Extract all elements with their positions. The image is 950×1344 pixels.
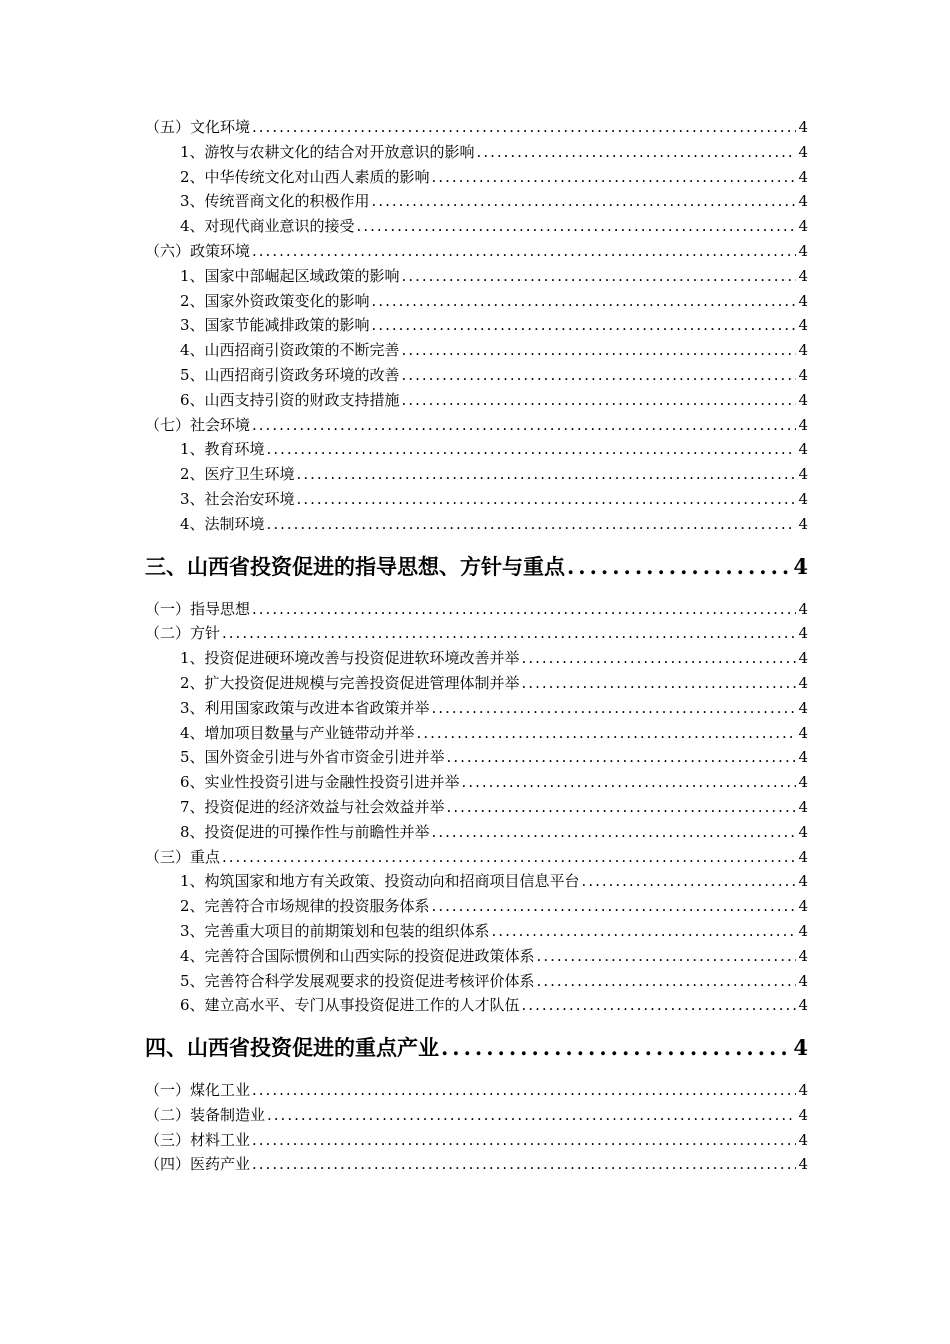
toc-entry[interactable] <box>145 820 808 845</box>
toc-leader-dots <box>447 745 797 770</box>
toc-page-number: 4 <box>798 971 808 990</box>
toc-entry-label: （一）煤化工业 <box>145 1081 251 1100</box>
toc-page-number: 4 <box>798 142 808 161</box>
toc-page-number: 4 <box>798 921 808 940</box>
toc-leader-dots <box>267 1103 796 1128</box>
toc-entry[interactable] <box>145 894 808 919</box>
toc-page-number: 4 <box>798 489 808 508</box>
toc-page-number: 4 <box>798 1130 808 1149</box>
toc-entry-label: 5、完善符合科学发展观要求的投资促进考核评价体系 <box>180 971 535 990</box>
toc-entry[interactable] <box>145 437 808 462</box>
toc-leader-dots <box>462 770 797 795</box>
table-of-contents <box>145 115 808 1177</box>
toc-page-number: 4 <box>798 797 808 816</box>
toc-page-number: 4 <box>798 192 808 211</box>
toc-entry[interactable] <box>145 239 808 264</box>
toc-entry[interactable] <box>145 313 808 338</box>
toc-leader-dots <box>297 487 797 512</box>
toc-entry[interactable] <box>145 597 808 622</box>
toc-page-number: 4 <box>798 316 808 335</box>
toc-leader-dots <box>432 894 797 919</box>
toc-entry[interactable] <box>145 264 808 289</box>
toc-entry-label: （三）材料工业 <box>145 1130 251 1149</box>
toc-entry[interactable] <box>145 512 808 537</box>
toc-entry[interactable] <box>145 845 808 870</box>
toc-section-industries <box>145 1078 808 1177</box>
toc-entry-label: 1、教育环境 <box>180 440 265 459</box>
toc-leader-dots <box>372 189 797 214</box>
toc-entry[interactable] <box>145 671 808 696</box>
toc-entry-label: 1、投资促进硬环境改善与投资促进软环境改善并举 <box>180 649 520 668</box>
toc-page-number: 4 <box>798 266 808 285</box>
toc-entry[interactable] <box>145 944 808 969</box>
toc-leader-dots <box>432 820 797 845</box>
toc-page-number: 4 <box>798 872 808 891</box>
toc-page-number: 4 <box>798 390 808 409</box>
toc-leader-dots <box>537 969 797 994</box>
toc-entry-label: 4、完善符合国际惯例和山西实际的投资促进政策体系 <box>180 946 535 965</box>
toc-entry-label: 6、山西支持引资的财政支持措施 <box>180 390 400 409</box>
toc-page-number: 4 <box>798 649 808 668</box>
toc-page-number: 4 <box>793 553 808 579</box>
toc-leader-dots <box>432 165 797 190</box>
toc-entry-label: （二）方针 <box>145 624 221 643</box>
toc-page-number: 4 <box>798 167 808 186</box>
toc-entry-label: （一）指导思想 <box>145 599 251 618</box>
toc-page-number: 4 <box>798 748 808 767</box>
toc-entry[interactable] <box>145 189 808 214</box>
toc-heading-label: 三、山西省投资促进的指导思想、方针与重点 <box>145 553 565 579</box>
toc-leader-dots <box>252 115 796 140</box>
toc-leader-dots <box>441 1018 791 1078</box>
toc-entry-label: （六）政策环境 <box>145 241 251 260</box>
toc-entry-label: （二）装备制造业 <box>145 1105 266 1124</box>
toc-leader-dots <box>492 919 797 944</box>
toc-page-number: 4 <box>798 1081 808 1100</box>
toc-entry[interactable] <box>145 869 808 894</box>
toc-section-guidelines <box>145 597 808 1019</box>
toc-entry[interactable] <box>145 289 808 314</box>
toc-entry-label: （五）文化环境 <box>145 118 251 136</box>
toc-leader-dots <box>267 437 797 462</box>
toc-entry[interactable] <box>145 388 808 413</box>
toc-leader-dots <box>402 338 797 363</box>
toc-page-number: 4 <box>798 1155 808 1174</box>
toc-entry[interactable] <box>145 413 808 438</box>
toc-entry[interactable] <box>145 646 808 671</box>
toc-section-environment <box>145 115 808 537</box>
toc-page-number: 4 <box>798 599 808 618</box>
toc-entry-label: 2、中华传统文化对山西人素质的影响 <box>180 167 430 186</box>
toc-entry[interactable] <box>145 487 808 512</box>
toc-entry-label: 3、传统晋商文化的积极作用 <box>180 192 370 211</box>
toc-leader-dots <box>357 214 797 239</box>
toc-entry[interactable] <box>145 338 808 363</box>
toc-leader-dots <box>252 239 796 264</box>
toc-page-number: 4 <box>798 465 808 484</box>
toc-page-number: 4 <box>798 698 808 717</box>
toc-page-number: 4 <box>798 341 808 360</box>
toc-page-number: 4 <box>798 624 808 643</box>
toc-page-number: 4 <box>798 946 808 965</box>
toc-entry-label: 2、扩大投资促进规模与完善投资促进管理体制并举 <box>180 673 520 692</box>
toc-leader-dots <box>372 313 797 338</box>
toc-entry-label: （三）重点 <box>145 847 221 866</box>
toc-page-number: 4 <box>798 773 808 792</box>
toc-entry[interactable] <box>145 919 808 944</box>
toc-entry[interactable] <box>145 721 808 746</box>
toc-entry-label: 2、国家外资政策变化的影响 <box>180 291 370 310</box>
toc-entry[interactable] <box>145 165 808 190</box>
toc-page-number: 4 <box>798 897 808 916</box>
toc-page-number: 4 <box>798 822 808 841</box>
toc-page-number: 4 <box>798 415 808 434</box>
toc-heading-label: 四、山西省投资促进的重点产业 <box>145 1035 439 1061</box>
toc-entry[interactable] <box>145 1078 808 1103</box>
toc-page-number: 4 <box>798 440 808 459</box>
toc-leader-dots <box>252 1078 796 1103</box>
toc-leader-dots <box>477 140 797 165</box>
toc-leader-dots <box>522 993 797 1018</box>
toc-entry-label: （七）社会环境 <box>145 415 251 434</box>
toc-entry[interactable] <box>145 140 808 165</box>
toc-leader-dots <box>252 1128 796 1153</box>
toc-leader-dots <box>402 388 797 413</box>
toc-heading-guiding-thoughts[interactable] <box>145 537 808 597</box>
toc-entry-label: 4、对现代商业意识的接受 <box>180 217 355 236</box>
toc-leader-dots <box>267 512 797 537</box>
toc-leader-dots <box>522 671 797 696</box>
toc-page-number: 4 <box>798 514 808 533</box>
toc-entry-label: 1、构筑国家和地方有关政策、投资动向和招商项目信息平台 <box>180 872 580 891</box>
toc-leader-dots <box>252 597 796 622</box>
toc-entry[interactable] <box>145 115 808 140</box>
toc-entry-label: 6、建立高水平、专门从事投资促进工作的人才队伍 <box>180 996 520 1015</box>
toc-entry-label: 6、实业性投资引进与金融性投资引进并举 <box>180 773 460 792</box>
toc-entry[interactable] <box>145 214 808 239</box>
toc-entry-label: 1、游牧与农耕文化的结合对开放意识的影响 <box>180 142 475 161</box>
toc-heading-key-industries[interactable] <box>145 1018 808 1078</box>
toc-page-number: 4 <box>798 217 808 236</box>
toc-entry-label: 2、医疗卫生环境 <box>180 465 295 484</box>
toc-entry-label: 3、国家节能减排政策的影响 <box>180 316 370 335</box>
toc-entry[interactable] <box>145 1103 808 1128</box>
toc-entry[interactable] <box>145 770 808 795</box>
toc-entry[interactable] <box>145 795 808 820</box>
toc-page-number: 4 <box>798 1105 808 1124</box>
toc-leader-dots <box>567 537 791 597</box>
toc-entry-label: 7、投资促进的经济效益与社会效益并举 <box>180 797 445 816</box>
toc-entry[interactable] <box>145 745 808 770</box>
toc-entry-label: 3、社会治安环境 <box>180 489 295 508</box>
toc-entry-label: 2、完善符合市场规律的投资服务体系 <box>180 897 430 916</box>
toc-leader-dots <box>252 413 796 438</box>
toc-entry[interactable] <box>145 621 808 646</box>
toc-leader-dots <box>447 795 797 820</box>
toc-leader-dots <box>522 646 797 671</box>
toc-leader-dots <box>582 869 797 894</box>
toc-leader-dots <box>417 721 797 746</box>
toc-entry-label: 5、山西招商引资政务环境的改善 <box>180 365 400 384</box>
toc-entry[interactable] <box>145 363 808 388</box>
toc-leader-dots <box>252 1152 796 1177</box>
toc-leader-dots <box>432 696 797 721</box>
toc-page-number: 4 <box>793 1035 808 1061</box>
toc-page-number: 4 <box>798 847 808 866</box>
toc-leader-dots <box>402 264 797 289</box>
toc-entry-label: 8、投资促进的可操作性与前瞻性并举 <box>180 822 430 841</box>
toc-entry-label: 5、国外资金引进与外省市资金引进并举 <box>180 748 445 767</box>
toc-page-number: 4 <box>798 673 808 692</box>
toc-entry-label: 1、国家中部崛起区域政策的影响 <box>180 266 400 285</box>
toc-leader-dots <box>402 363 797 388</box>
toc-page-number: 4 <box>798 291 808 310</box>
toc-page-number: 4 <box>798 241 808 260</box>
toc-page-number: 4 <box>798 723 808 742</box>
toc-entry-label: 4、山西招商引资政策的不断完善 <box>180 341 400 360</box>
toc-page-number: 4 <box>798 118 808 136</box>
toc-leader-dots <box>537 944 797 969</box>
toc-page-number: 4 <box>798 365 808 384</box>
toc-entry-label: 3、完善重大项目的前期策划和包装的组织体系 <box>180 921 490 940</box>
toc-entry-label: 4、增加项目数量与产业链带动并举 <box>180 723 415 742</box>
toc-entry[interactable] <box>145 1152 808 1177</box>
toc-leader-dots <box>222 621 796 646</box>
toc-entry-label: （四）医药产业 <box>145 1155 251 1174</box>
toc-entry-label: 4、法制环境 <box>180 514 265 533</box>
toc-entry[interactable] <box>145 696 808 721</box>
toc-leader-dots <box>222 845 796 870</box>
toc-entry[interactable] <box>145 993 808 1018</box>
toc-entry[interactable] <box>145 462 808 487</box>
toc-entry[interactable] <box>145 1128 808 1153</box>
toc-entry-label: 3、利用国家政策与改进本省政策并举 <box>180 698 430 717</box>
toc-leader-dots <box>297 462 797 487</box>
toc-entry[interactable] <box>145 969 808 994</box>
toc-leader-dots <box>372 289 797 314</box>
toc-page-number: 4 <box>798 996 808 1015</box>
